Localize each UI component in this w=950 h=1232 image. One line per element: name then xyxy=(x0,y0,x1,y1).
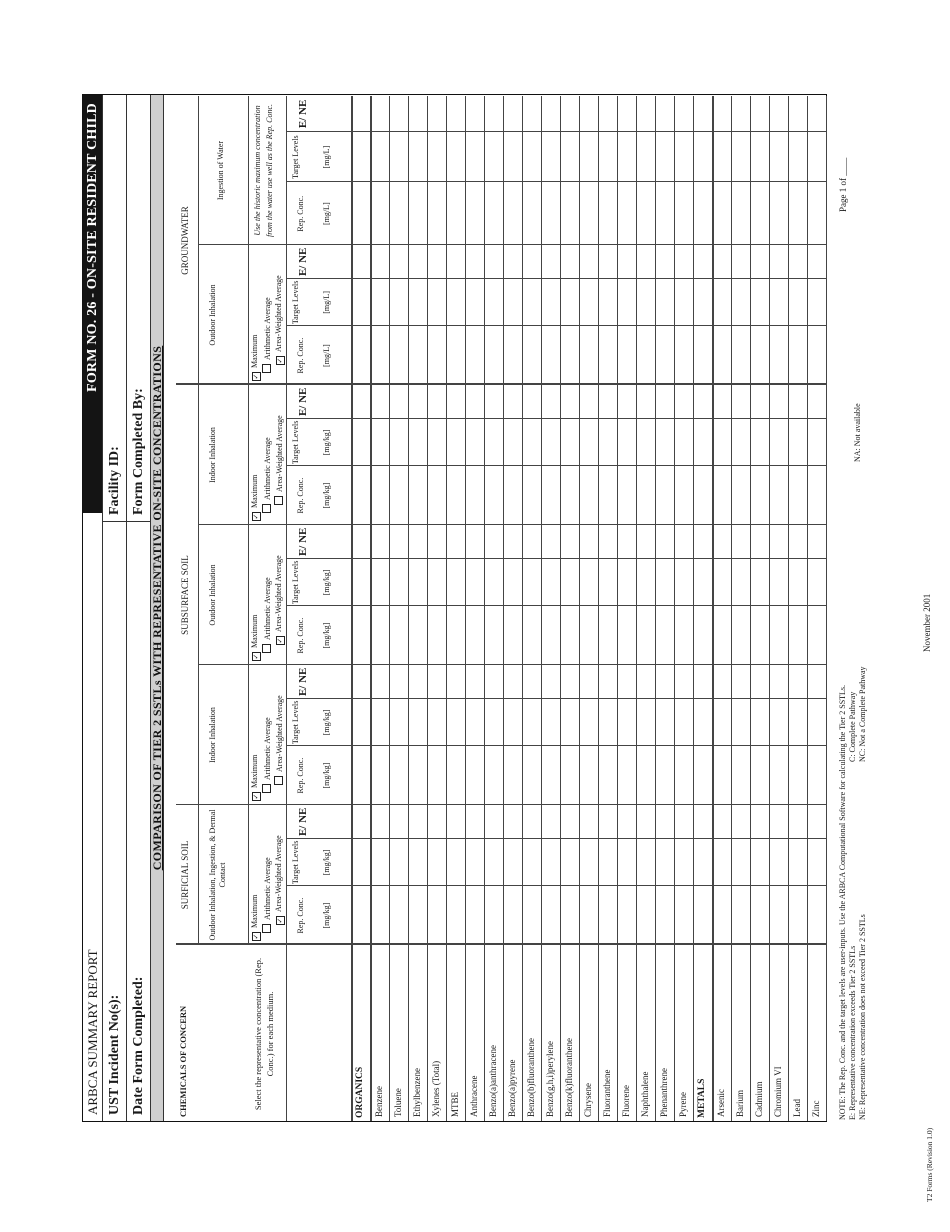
representative-option[interactable] xyxy=(274,275,285,365)
option-checkbox[interactable] xyxy=(262,644,271,653)
option-checkbox[interactable]: ✓ xyxy=(252,933,260,940)
grid-line xyxy=(176,944,826,946)
table-row-chemical: Fluoranthene xyxy=(602,1069,612,1117)
table-row-chemical: Anthracene xyxy=(469,1075,479,1117)
representative-option[interactable] xyxy=(262,857,272,933)
comparison-table xyxy=(176,96,826,1121)
option-checkbox[interactable] xyxy=(274,496,283,505)
table-row-chemical: Benzo(a)pyrene xyxy=(507,1059,517,1117)
table-row-chemical: Xylenes (Total) xyxy=(431,1060,441,1117)
grid-line xyxy=(198,96,199,945)
e-ne-header: E/ NE xyxy=(297,387,309,417)
option-checkbox[interactable]: ✓ xyxy=(252,793,260,800)
footer-date: November 2001 xyxy=(922,593,932,652)
option-checkbox[interactable] xyxy=(274,776,283,785)
select-instruction: Select the representative concentration (Rep. Conc.) for each medium. xyxy=(253,957,275,1111)
representative-option[interactable] xyxy=(262,577,272,653)
option-checkbox[interactable] xyxy=(262,784,271,793)
rep-conc-unit: [mg/L] xyxy=(322,344,331,367)
option-label: Area-Weighted Average xyxy=(274,555,283,632)
summary-form xyxy=(82,94,827,1122)
grid-line xyxy=(769,96,770,1121)
table-row-chemical: Benzo(g,h,i)perylene xyxy=(545,1041,555,1117)
rep-conc-header: Rep. Conc. xyxy=(296,337,305,374)
table-row-chemical: Chromium VI xyxy=(773,1066,783,1117)
option-checkbox[interactable] xyxy=(262,924,271,933)
target-levels-unit: [mg/L] xyxy=(322,291,331,314)
footer-revision: T2 Forms (Revision 1.0) xyxy=(925,1127,934,1202)
table-row-chemical: Pyrene xyxy=(678,1092,688,1117)
representative-option[interactable] xyxy=(250,335,261,381)
grid-line xyxy=(465,96,466,1121)
table-row-chemical: Lead xyxy=(792,1099,802,1117)
section-header: ORGANICS xyxy=(355,1066,365,1118)
grid-line xyxy=(541,96,542,1121)
table-row-chemical: Fluorene xyxy=(621,1085,631,1117)
rep-conc-unit: [mg/kg] xyxy=(322,622,331,649)
pathway-header: Indoor Inhalation xyxy=(208,707,217,763)
option-checkbox[interactable]: ✓ xyxy=(252,373,260,380)
representative-option[interactable] xyxy=(274,415,284,505)
subsurface-soil-header: SUBSURFACE SOIL xyxy=(180,555,190,635)
e-ne-header: E/ NE xyxy=(297,247,309,277)
option-label: Arithmetic Average xyxy=(263,437,272,500)
title-row xyxy=(83,95,103,1121)
table-title-bar xyxy=(151,95,164,1121)
table-row-chemical: Naphthalene xyxy=(640,1071,650,1117)
target-levels-header: Target Levels xyxy=(291,135,300,179)
grid-line xyxy=(176,804,826,805)
grid-line xyxy=(408,96,409,1121)
e-definition: E: Representative concentration exceeds Tier 2 SSTLs xyxy=(848,945,857,1120)
target-levels-unit: [mg/kg] xyxy=(322,709,331,736)
na-definition: NA: Not available xyxy=(853,403,862,462)
grid-line xyxy=(351,96,353,1121)
grid-line xyxy=(712,96,714,1121)
option-label: Arithmetic Average xyxy=(263,577,272,640)
target-levels-unit: [mg/kg] xyxy=(322,849,331,876)
table-row-chemical: MTBE xyxy=(450,1091,460,1117)
completion-row xyxy=(127,95,151,1121)
rep-conc-unit: [mg/kg] xyxy=(322,482,331,509)
rep-conc-header: Rep. Conc. xyxy=(296,897,305,934)
ne-definition: NE: Representative concentration does not exceed Tier 2 SSTLs xyxy=(858,914,867,1120)
grid-line xyxy=(788,96,789,1121)
representative-option[interactable] xyxy=(262,717,272,793)
grid-line xyxy=(807,96,808,1121)
grid-line xyxy=(176,384,826,386)
table-row-chemical: Benzo(b)fluoranthene xyxy=(526,1038,536,1117)
e-ne-header: E/ NE xyxy=(297,99,309,129)
note-line: NOTE: The Rep. Conc. and the target levels are user-inputs. Use the ARBCA Computational Software for calculating the Tier 2 SSTLs. xyxy=(838,684,847,1120)
grid-line xyxy=(617,96,618,1121)
grid-line xyxy=(286,278,826,279)
grid-line xyxy=(286,131,826,132)
surficial-soil-header: SURFICIAL SOIL xyxy=(180,840,190,910)
date-completed-field[interactable]: Date Form Completed: xyxy=(127,521,150,1121)
grid-line xyxy=(503,96,504,1121)
option-checkbox[interactable] xyxy=(262,364,271,373)
table-row-chemical: Barium xyxy=(735,1090,745,1117)
target-levels-header: Target Levels xyxy=(291,280,300,325)
grid-line xyxy=(286,418,826,419)
grid-line xyxy=(522,96,523,1121)
option-label: Arithmetic Average xyxy=(263,717,272,780)
option-checkbox[interactable]: ✓ xyxy=(252,653,260,660)
option-label: Area-Weighted Average xyxy=(274,275,283,352)
rep-conc-unit: [mg/kg] xyxy=(322,762,331,789)
grid-line xyxy=(286,698,826,699)
representative-option[interactable] xyxy=(250,755,261,801)
option-label: Maximum xyxy=(250,754,259,788)
representative-option[interactable] xyxy=(274,695,284,785)
grid-line xyxy=(286,605,826,606)
grid-line xyxy=(484,96,485,1121)
form-title: FORM NO. 26 - ON-SITE RESIDENT CHILD xyxy=(83,95,102,513)
representative-option[interactable] xyxy=(262,297,272,373)
target-levels-unit: [mg/kg] xyxy=(322,569,331,596)
chemicals-header: CHEMICALS OF CONCERN xyxy=(178,1005,188,1117)
facility-id-field[interactable]: Facility ID: xyxy=(106,446,122,515)
representative-option[interactable] xyxy=(250,475,261,521)
grid-line xyxy=(286,96,287,1121)
grid-line xyxy=(674,96,675,1121)
groundwater-header: GROUNDWATER xyxy=(180,206,190,275)
section-header: METALS xyxy=(697,1078,707,1118)
pathway-header: Outdoor Inhalation, Ingestion, & Dermal Contact xyxy=(208,809,227,941)
target-levels-header: Target Levels xyxy=(291,420,300,465)
pathway-header: Outdoor Inhalation xyxy=(208,284,217,346)
grid-line xyxy=(286,181,826,182)
table-row-chemical: Ethylbenzene xyxy=(412,1068,422,1117)
target-levels-header: Target Levels xyxy=(291,840,300,885)
table-row-chemical: Benzene xyxy=(374,1086,384,1117)
table-row-chemical: Benzo(k)fluoranthene xyxy=(564,1038,574,1117)
grid-line xyxy=(826,96,827,1121)
representative-option[interactable] xyxy=(250,895,261,941)
table-row-chemical: Zinc xyxy=(811,1100,821,1117)
report-title: ARBCA SUMMARY REPORT xyxy=(84,949,100,1115)
representative-option[interactable] xyxy=(274,835,285,925)
rep-conc-header: Rep. Conc. xyxy=(296,617,305,654)
representative-option[interactable] xyxy=(250,615,261,661)
option-label: Maximum xyxy=(250,894,259,928)
water-instruction: Use the historic maximum concentration from the water use well as the Rep. Conc. xyxy=(253,103,274,238)
table-row-chemical: Chrysene xyxy=(583,1083,593,1117)
option-checkbox[interactable] xyxy=(262,504,271,513)
pathway-header: Outdoor Inhalation xyxy=(208,564,217,626)
grid-line xyxy=(579,96,580,1121)
grid-line xyxy=(731,96,732,1121)
grid-line xyxy=(750,96,751,1121)
grid-line xyxy=(286,325,826,326)
c-definition: C: Complete Pathway xyxy=(848,691,857,762)
pathway-header: Indoor Inhalation xyxy=(208,427,217,483)
grid-line xyxy=(446,96,447,1121)
target-levels-header: Target Levels xyxy=(291,700,300,745)
table-row-chemical: Arsenic xyxy=(716,1089,726,1117)
grid-line xyxy=(286,885,826,886)
option-checkbox[interactable]: ✓ xyxy=(252,513,260,520)
rep-conc-unit: [mg/L] xyxy=(322,202,331,226)
nc-definition: NC: Not a Complete Pathway xyxy=(858,666,867,762)
representative-option[interactable] xyxy=(262,437,272,513)
table-row-chemical: Toluene xyxy=(393,1088,403,1117)
option-label: Arithmetic Average xyxy=(263,857,272,920)
table-row-chemical: Benzo(a)anthracene xyxy=(488,1045,498,1117)
table-title: COMPARISON OF TIER 2 SSTLs WITH REPRESENTATIVE ON-SITE CONCENTRATIONS xyxy=(151,95,163,1121)
rep-conc-header: Rep. Conc. xyxy=(296,477,305,514)
pathway-header-water: Ingestion of Water xyxy=(216,140,225,201)
target-levels-unit: [mg/kg] xyxy=(322,429,331,456)
grid-line xyxy=(286,558,826,559)
table-row-chemical: Cadmium xyxy=(754,1081,764,1117)
option-label: Area-Weighted Average xyxy=(275,695,284,772)
grid-line xyxy=(248,96,249,945)
option-checkbox[interactable]: ✓ xyxy=(276,917,284,924)
e-ne-header: E/ NE xyxy=(297,667,309,697)
grid-line xyxy=(560,96,561,1121)
grid-line xyxy=(636,96,637,1121)
option-label: Maximum xyxy=(250,334,259,368)
option-label: Area-Weighted Average xyxy=(275,415,284,492)
grid-line xyxy=(286,745,826,746)
rep-conc-unit: [mg/kg] xyxy=(322,902,331,929)
page-number: Page 1 of ____ xyxy=(838,157,848,212)
grid-line xyxy=(427,96,428,1121)
grid-line xyxy=(693,96,694,1121)
target-levels-unit: [mg/L] xyxy=(322,145,331,169)
option-checkbox[interactable]: ✓ xyxy=(276,357,284,364)
grid-line xyxy=(598,96,599,1121)
incident-row xyxy=(103,95,127,1121)
target-levels-header: Target Levels xyxy=(291,560,300,605)
option-checkbox[interactable]: ✓ xyxy=(276,637,284,644)
completed-by-field[interactable]: Form Completed By: xyxy=(130,388,146,515)
ust-incident-field[interactable]: UST Incident No(s): xyxy=(103,521,126,1121)
grid-line xyxy=(389,96,390,1121)
e-ne-header: E/ NE xyxy=(297,527,309,557)
rep-conc-header: Rep. Conc. xyxy=(296,195,305,232)
grid-line xyxy=(655,96,656,1121)
option-label: Maximum xyxy=(250,474,259,508)
grid-line xyxy=(286,465,826,466)
representative-option[interactable] xyxy=(274,555,285,645)
option-label: Maximum xyxy=(250,614,259,648)
grid-line xyxy=(286,838,826,839)
option-label: Arithmetic Average xyxy=(263,297,272,360)
table-row-chemical: Phenanthrene xyxy=(659,1068,669,1117)
rep-conc-header: Rep. Conc. xyxy=(296,757,305,794)
grid-line xyxy=(370,96,372,1121)
e-ne-header: E/ NE xyxy=(297,807,309,837)
option-label: Area-Weighted Average xyxy=(274,835,283,912)
